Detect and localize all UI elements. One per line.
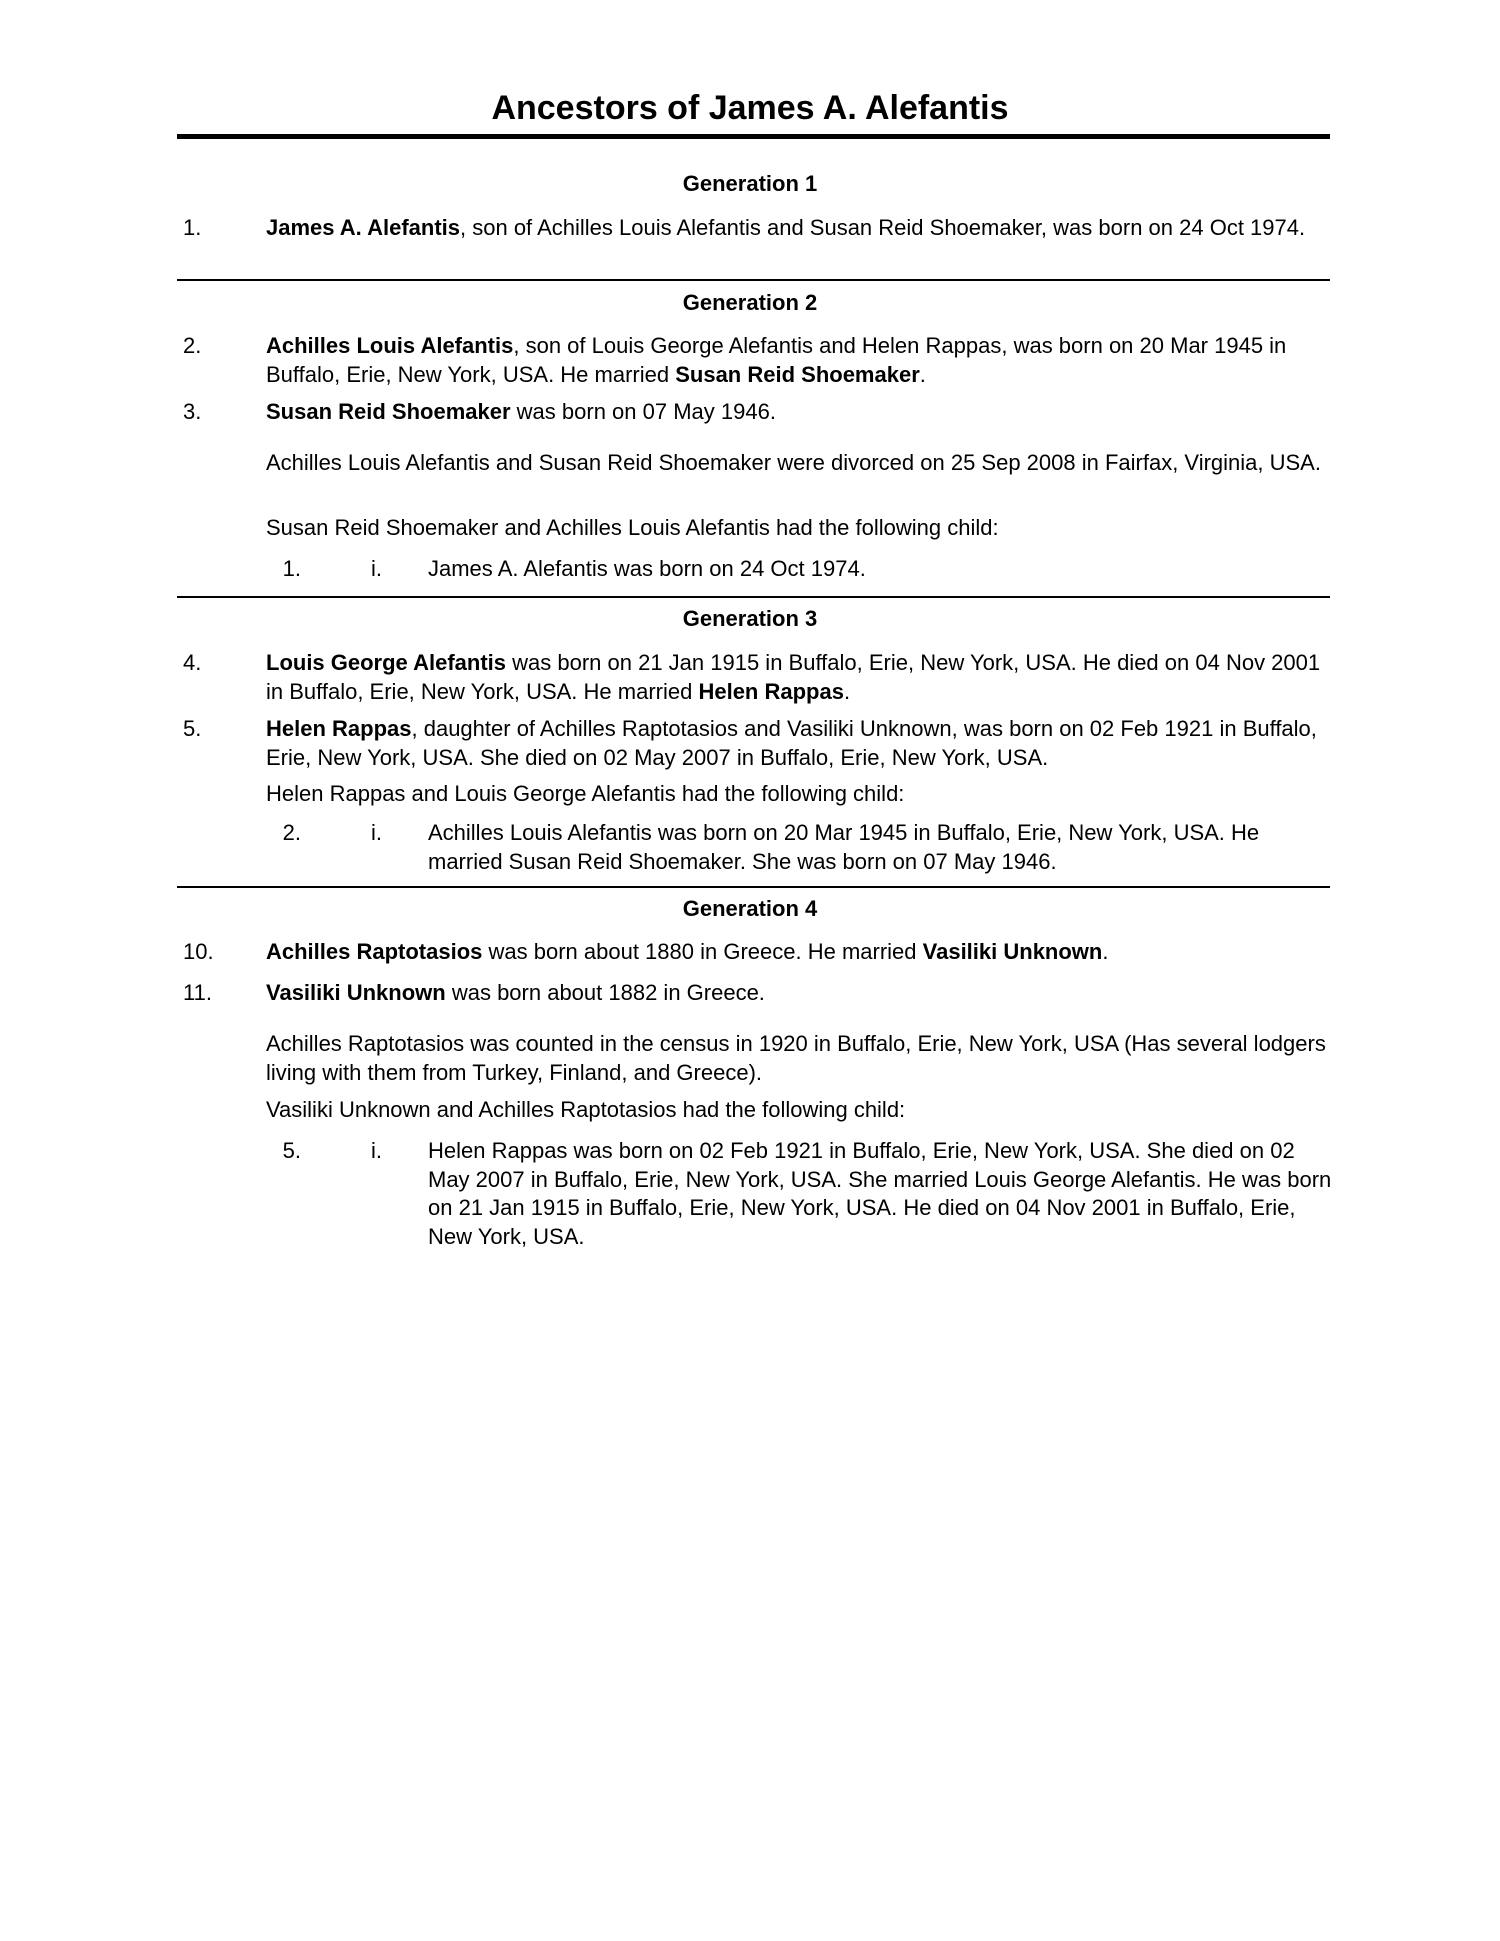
- entry-text: [266, 979, 1332, 1008]
- spouse-name: Susan Reid Shoemaker: [675, 361, 920, 387]
- child-roman: i.: [371, 556, 382, 581]
- entry-end: .: [1102, 939, 1109, 964]
- entry-text: [266, 214, 1332, 243]
- children-intro: Helen Rappas and Louis George Alefantis had the following child:: [266, 781, 905, 806]
- child-text: James A. Alefantis was born on 24 Oct 1974.: [428, 556, 866, 581]
- person-name: Susan Reid Shoemaker: [266, 399, 511, 424]
- person-name: Helen Rappas: [266, 716, 412, 741]
- children-intro: Susan Reid Shoemaker and Achilles Louis Alefantis had the following child:: [266, 515, 999, 540]
- entry-end: .: [843, 678, 851, 704]
- children-intro: Vasiliki Unknown and Achilles Raptotasios had the following child:: [266, 1097, 906, 1122]
- title-divider: [177, 134, 1330, 139]
- entry-number: 4.: [183, 650, 202, 675]
- entry-details: , son of Achilles Louis Alefantis and Susan Reid Shoemaker, was born on 24 Oct 1974.: [460, 215, 1306, 240]
- spouse-name: Vasiliki Unknown: [922, 939, 1103, 964]
- entry-number: 3.: [183, 399, 202, 424]
- generation-divider: [177, 279, 1330, 281]
- person-name: James A. Alefantis: [266, 215, 461, 240]
- generation-divider: [177, 596, 1330, 598]
- person-name: Vasiliki Unknown: [266, 980, 446, 1005]
- person-name: Achilles Louis Alefantis: [266, 333, 514, 358]
- child-number: 1.: [282, 556, 301, 581]
- entry-number: 2.: [183, 333, 202, 358]
- child-number: 5.: [282, 1138, 301, 1163]
- generation-divider: [177, 886, 1330, 888]
- person-name: Achilles Raptotasios: [266, 939, 483, 964]
- entry-text: [266, 938, 1332, 967]
- entry-details: was born on 07 May 1946.: [510, 399, 776, 424]
- entry-details: , son of Louis George Alefantis and Helen Rappas, was born on 20 Mar 1945 in Buffalo, Erie, New York, USA. He married: [266, 333, 1287, 387]
- entry-number: 5.: [183, 716, 202, 741]
- entry-details: was born about 1880 in Greece. He married: [482, 939, 923, 964]
- generation-heading: Generation 4: [682, 896, 818, 921]
- entry-text: [266, 649, 1332, 706]
- marriage-note: Achilles Louis Alefantis and Susan Reid Shoemaker were divorced on 25 Sep 2008 in Fairfax, Virginia, USA.: [266, 450, 1321, 475]
- entry-details: was born on 21 Jan 1915 in Buffalo, Erie, New York, USA. He died on 04 Nov 2001 in Buffalo, Erie, New York, USA. He married: [266, 650, 1321, 704]
- generation-heading: Generation 1: [682, 171, 818, 196]
- entry-end: .: [919, 361, 926, 387]
- entry-number: 10.: [183, 939, 214, 964]
- entry-number: 11.: [183, 980, 212, 1005]
- spouse-name: Helen Rappas: [698, 678, 844, 704]
- report-title: Ancestors of James A. Alefantis: [491, 89, 1009, 127]
- census-note: Achilles Raptotasios was counted in the census in 1920 in Buffalo, Erie, New York, USA (Has several lodgers living with them from Turkey, Finland, and Greece).: [266, 1031, 1326, 1085]
- entry-details: was born about 1882 in Greece.: [445, 980, 765, 1005]
- entry-text: [266, 715, 1332, 772]
- child-roman: i.: [371, 1138, 382, 1163]
- entry-details: , daughter of Achilles Raptotasios and Vasiliki Unknown, was born on 02 Feb 1921 in Buffalo, Erie, New York, USA. She died on 02 May 2007 in Buffalo, Erie, New York, USA.: [266, 716, 1317, 770]
- entry-text: [266, 398, 1332, 427]
- entry-number: 1.: [183, 215, 202, 240]
- child-text: Helen Rappas was born on 02 Feb 1921 in Buffalo, Erie, New York, USA. She died on 02 May 2007 in Buffalo, Erie, New York, USA. She married Louis George Alefantis. He was born on 21 Jan 1915 in Buffalo, Erie, New York, USA. He died on 04 Nov 2001 in Buffalo, Erie, New York, USA.: [428, 1138, 1332, 1249]
- generation-heading: Generation 2: [682, 290, 818, 315]
- entry-text: [266, 332, 1332, 389]
- child-number: 2.: [282, 820, 301, 845]
- child-roman: i.: [371, 820, 382, 845]
- child-text: Achilles Louis Alefantis was born on 20 Mar 1945 in Buffalo, Erie, New York, USA. He married Susan Reid Shoemaker. She was born on 07 May 1946.: [428, 820, 1260, 874]
- person-name: Louis George Alefantis: [266, 650, 507, 675]
- generation-heading: Generation 3: [682, 606, 818, 631]
